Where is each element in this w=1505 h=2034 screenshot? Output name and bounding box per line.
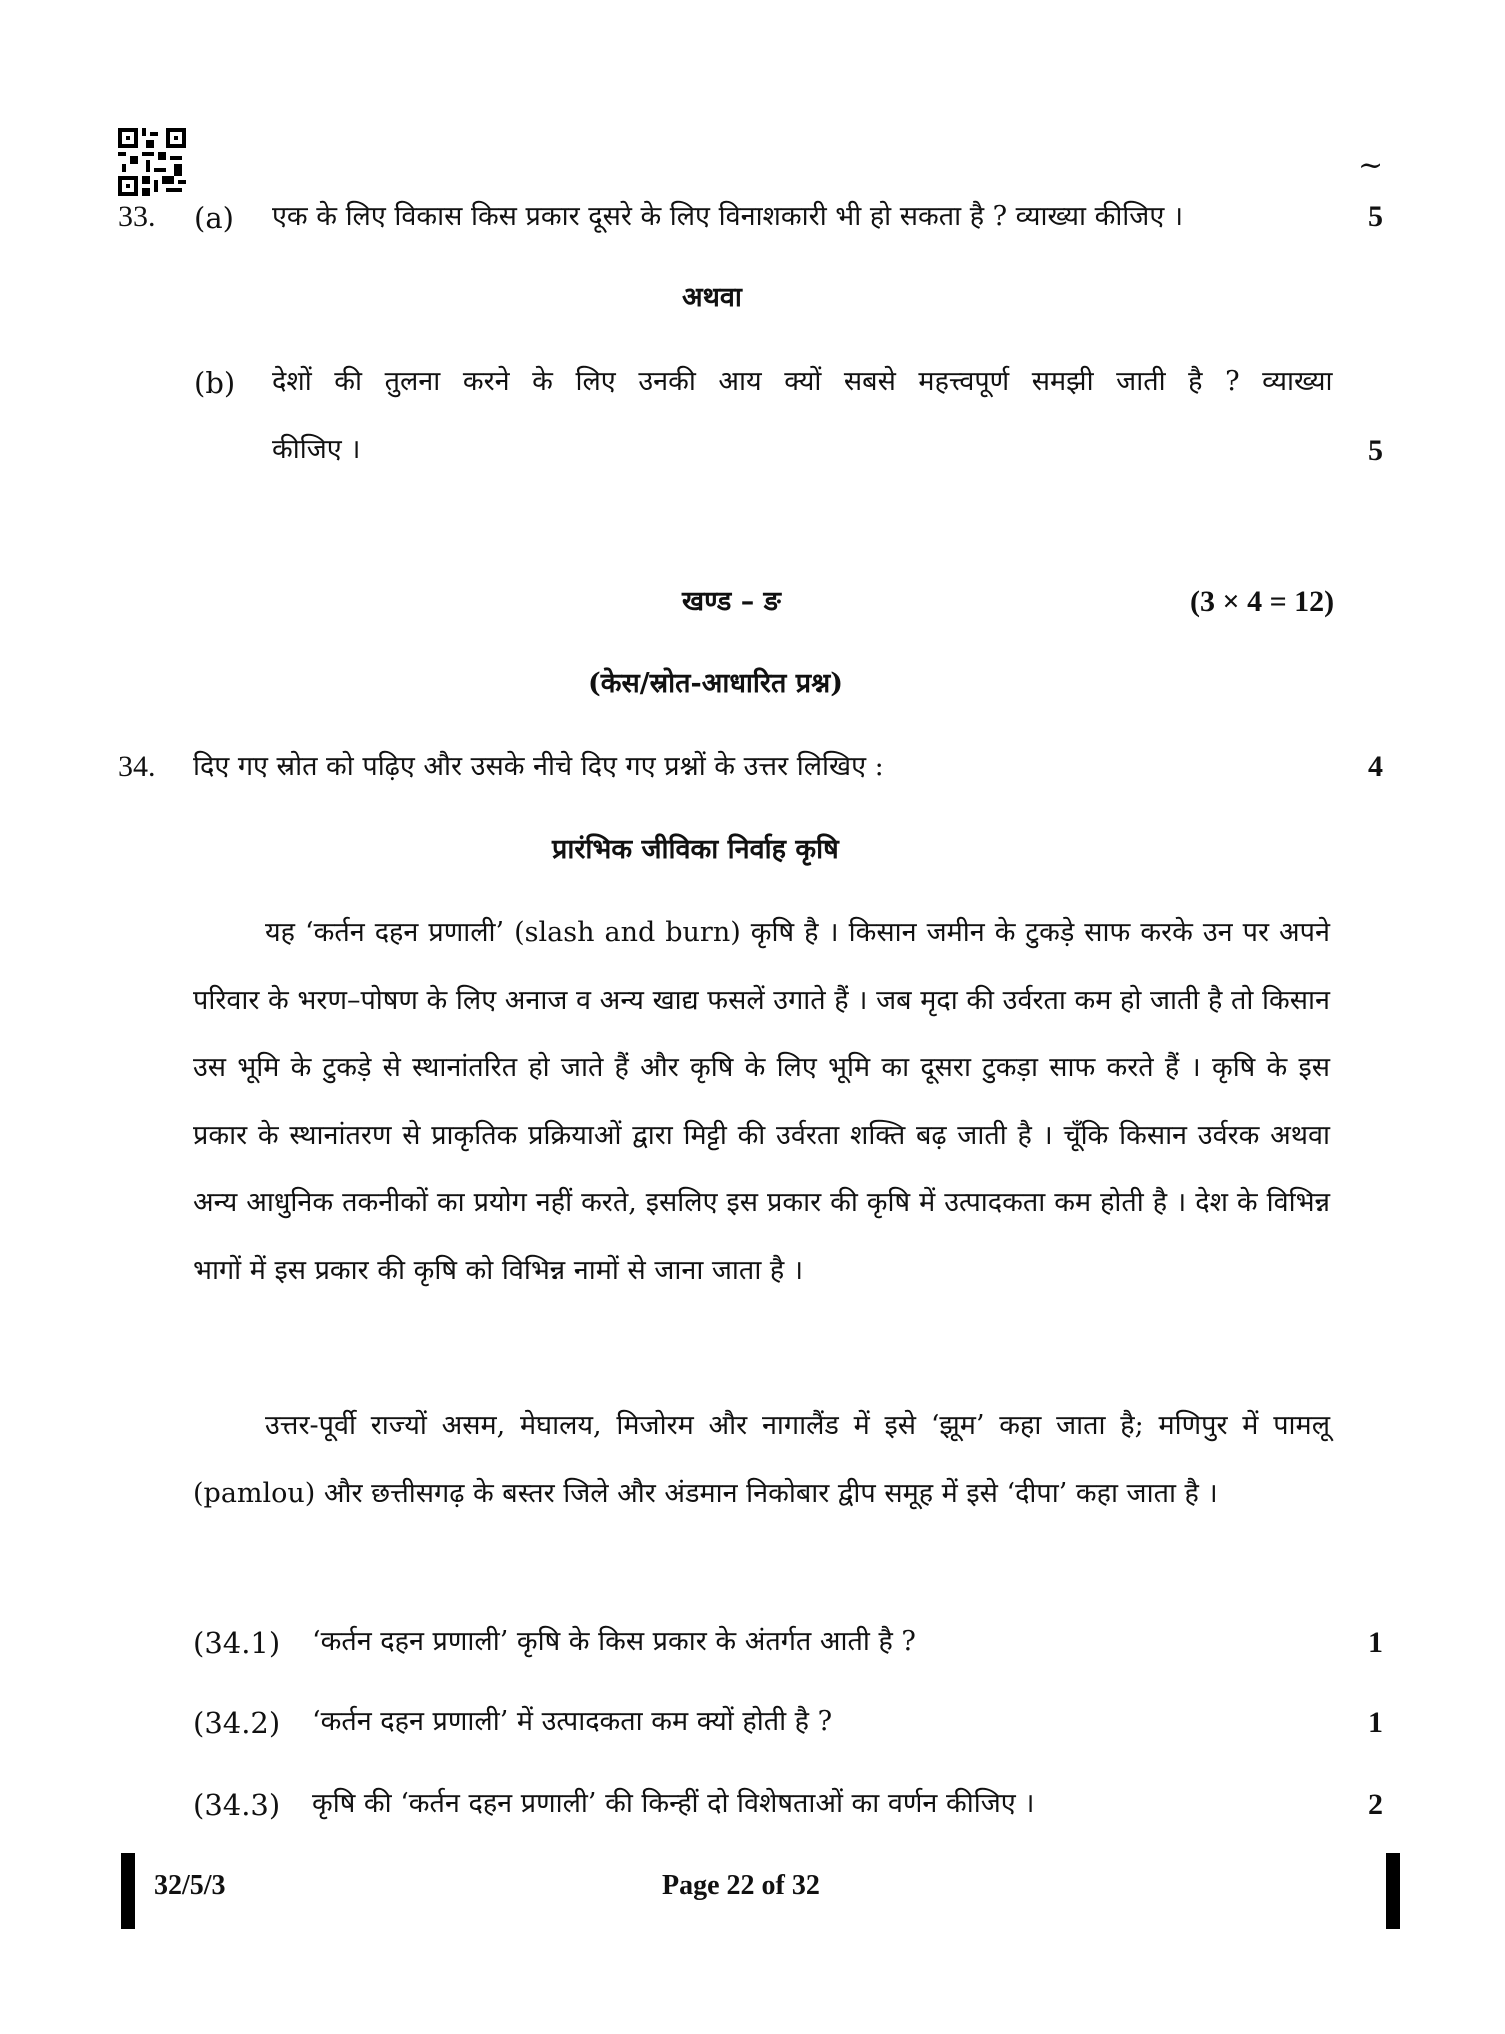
q33-a-text: एक के लिए विकास किस प्रकार दूसरे के लिए विनाशकारी भी हो सकता है ? व्याख्या कीजिए । (272, 201, 1184, 232)
q33-b-text-line1: देशों की तुलना करने के लिए उनकी आय क्यों सबसे महत्त्वपूर्ण समझी जाती है ? व्याख्या (272, 366, 1333, 397)
passage-title: प्रारंभिक जीविका निर्वाह कृषि (552, 834, 839, 865)
or-separator: अथवा (682, 282, 742, 313)
section-title: खण्ड – ङ (682, 586, 781, 617)
subquestion-label: (34.3) (193, 1788, 281, 1822)
passage-paragraph-2: उत्तर-पूर्वी राज्यों असम, मेघालय, मिजोरम और नागालैंड में इसे ‘झूम’ कहा जाता है; मणिपुर में पामलू (pamlou) और छत्तीसगढ़ के बस्तर जिले और अंडमान निकोबार द्वीप समूह में इसे ‘दीपा’ कहा जाता है । (193, 1410, 1330, 1509)
q33-a-label: (a) (194, 201, 234, 235)
subquestion-text: कृषि की ‘कर्तन दहन प्रणाली’ की किन्हीं दो विशेषताओं का वर्णन कीजिए । (312, 1788, 1035, 1819)
passage-paragraph-1: यह ‘कर्तन दहन प्रणाली’ (slash and burn) कृषि है । किसान जमीन के टुकड़े साफ करके उन पर अपने परिवार के भरण–पोषण के लिए अनाज व अन्य खाद्य फसलें उगाते हैं । जब मृदा की उर्वरता कम हो जाती है तो किसान उस भूमि के टुकड़े से स्थानांतरित हो जाते हैं और कृषि के लिए भूमि का दूसरा टुकड़ा साफ करते हैं । कृषि के इस प्रकार के स्थानांतरण से प्राकृतिक प्रक्रियाओं द्वारा मिट्टी की उर्वरता शक्ति बढ़ जाती है । चूँकि किसान उर्वरक अथवा अन्य आधुनिक तकनीकों का प्रयोग नहीं करते, इसलिए इस प्रकार की कृषि में उत्पादकता कम होती है । देश के विभिन्न भागों में इस प्रकार की कृषि को विभिन्न नामों से जाना जाता है । (193, 917, 1330, 1286)
header-tilde: ~ (1358, 148, 1384, 183)
subquestion-marks: 2 (1368, 1788, 1383, 1821)
question-34-number: 34. (118, 750, 156, 783)
subquestion-label: (34.1) (193, 1626, 281, 1660)
q33-b-label: (b) (194, 366, 236, 400)
subquestion-marks: 1 (1368, 1626, 1383, 1659)
q33-a-marks: 5 (1368, 200, 1383, 233)
q33-b-marks: 5 (1368, 434, 1383, 467)
subquestion-text: ‘कर्तन दहन प्रणाली’ कृषि के किस प्रकार के अंतर्गत आती है ? (312, 1626, 916, 1657)
footer-bar-right (1386, 1853, 1400, 1929)
question-33-number: 33. (118, 200, 156, 233)
footer-bar-left (121, 1853, 135, 1929)
q33-b-text-line2: कीजिए । (272, 434, 361, 465)
footer-page-number: Page 22 of 32 (662, 1870, 820, 1901)
qr-code (118, 128, 186, 196)
section-marks-formula: (3 × 4 = 12) (1190, 585, 1335, 618)
q34-marks: 4 (1368, 750, 1383, 783)
section-subtitle: (केस/स्रोत-आधारित प्रश्न) (588, 668, 843, 699)
subquestion-label: (34.2) (193, 1706, 281, 1740)
subquestion-marks: 1 (1368, 1706, 1383, 1739)
q34-instruction: दिए गए स्रोत को पढ़िए और उसके नीचे दिए गए प्रश्नों के उत्तर लिखिए : (193, 751, 884, 782)
footer-paper-code: 32/5/3 (154, 1870, 226, 1901)
subquestion-text: ‘कर्तन दहन प्रणाली’ में उत्पादकता कम क्यों होती है ? (312, 1706, 833, 1737)
